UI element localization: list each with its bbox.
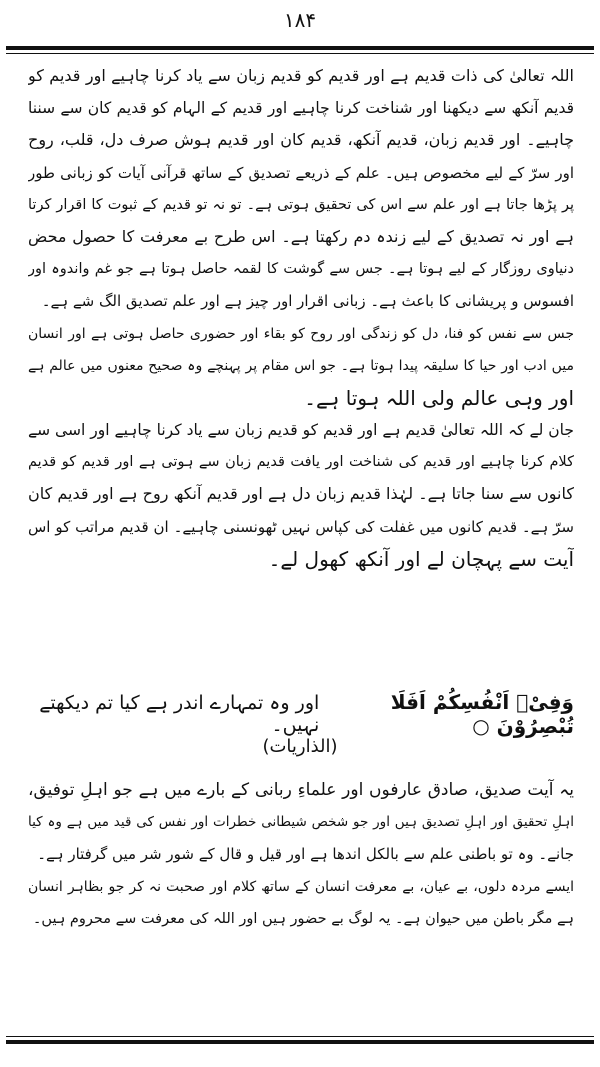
verse-translation: اور وہ تمہارے اندر ہے کیا تم دیکھتے نہیں۔: [39, 692, 320, 736]
top-rule-thick: [6, 46, 594, 50]
text-line: افسوس و پریشانی کا باعث ہے۔ زبانی اقرار اور چیز ہے اور علم تصدیق الگ شے ہے۔: [41, 292, 574, 311]
text-line: اللہ تعالیٰ کی ذات قدیم ہے اور قدیم کو قدیم زبان سے یاد کرنا چاہیے اور قدیم کو: [28, 66, 574, 85]
text-line: کانوں سے سنا جاتا ہے۔ لہٰذا قدیم زبان دل ہے اور قدیم آنکھ روح ہے اور قدیم کان: [28, 484, 574, 504]
text-line: ہے مگر باطن میں حیوان ہے۔ یہ لوگ بے حضور ہیں اور اللہ کی معرفت سے محروم ہیں۔: [32, 910, 574, 927]
bottom-rule-thick: [6, 1040, 594, 1044]
text-line: قدیم آنکھ سے دیکھنا اور شناخت کرنا چاہیے اور قدیم کے الہام کو قدیم کان سے سننا: [28, 99, 574, 118]
verse-arabic: وَفِیْۤ اَنْفُسِكُمْ اَفَلَا تُبْصِرُوْنَ ○: [390, 690, 574, 738]
text-line: میں ادب اور حیا کا سلیقہ پیدا ہوتا ہے۔ جو اس مقام پر پہنچے وہ صحیح معنوں میں عالم ہے: [28, 357, 574, 374]
text-line: ایسے مردہ دلوں، بے عیان، بے معرفت انسان کے ساتھ کلام اور صحبت نہ کر جو بظاہر انسان: [28, 878, 574, 895]
text-line: اور وہی عالم ولی اللہ ہوتا ہے۔: [304, 385, 574, 410]
quran-verse: [28, 690, 574, 738]
text-line: چاہیے۔ اور قدیم زبان، قدیم آنکھ، قدیم کان اور قدیم ہوش صرف دل، قلب، روح: [28, 130, 574, 150]
text-line: ہے اور نہ تصدیق کے لیے زندہ دم رکھتا ہے۔ اس طرح بے معرفت کا حصول محض: [28, 226, 574, 246]
text-line: اہلِ تحقیق اور اہلِ تصدیق ہیں اور جو شخص شیطانی خطرات اور نفس کی قید میں ہے وہ کیا: [28, 814, 574, 831]
text-line: کلام کرنا چاہیے اور قدیم کی شناخت اور یافت قدیم زبان سے ہوتی ہے اور قدیم کو قدیم: [28, 454, 574, 471]
text-line: سرّ ہے۔ قدیم کانوں میں غفلت کی کپاس نہیں ٹھونسنی چاہیے۔ ان قدیم مراتب کو اس: [28, 517, 574, 536]
text-line: اور سرّ کے لیے مخصوص ہیں۔ علم کے ذریعے تصدیق کے ساتھ قرآنی آیات کو زبانی طور: [28, 163, 574, 182]
text-line: جس سے نفس کو فنا، دل کو زندگی اور روح کو بقاء اور حضوری حاصل ہوتی ہے اور انسان: [28, 325, 574, 342]
main-text: [28, 60, 574, 575]
bottom-rule-thin: [6, 1036, 594, 1037]
text-line: پر پڑھا جاتا ہے اور علم سے اس کی تحقیق ہوتی ہے۔ تو نہ تو قدیم کے ثبوت کا اقرار کرتا: [28, 196, 574, 213]
main-text-continued: [28, 774, 574, 935]
text-line: دنیاوی روزگار کے لیے ہوتا ہے۔ جس سے گوشت کا لقمہ حاصل ہوتا ہے جو غم واندوہ اور: [28, 261, 574, 278]
text-line: آیت سے پہچان لے اور آنکھ کھول لے۔: [268, 546, 574, 571]
surah-reference: (الذاریات): [262, 736, 338, 757]
text-line: یہ آیت صدیق، صادق عارفوں اور علماءِ ربانی کے بارے میں ہے جو اہلِ توفیق،: [28, 780, 574, 800]
text-line: جان لے کہ اللہ تعالیٰ قدیم ہے اور قدیم کو قدیم زبان سے یاد کرنا چاہیے اور اسی سے: [28, 421, 574, 440]
text-line: جانے۔ وہ تو باطنی علم سے بالکل اندھا ہے اور قیل و قال کے شور شر میں گرفتار ہے۔: [37, 845, 574, 864]
top-rule-thin: [6, 53, 594, 54]
page-number: ۱۸۴: [283, 8, 317, 32]
